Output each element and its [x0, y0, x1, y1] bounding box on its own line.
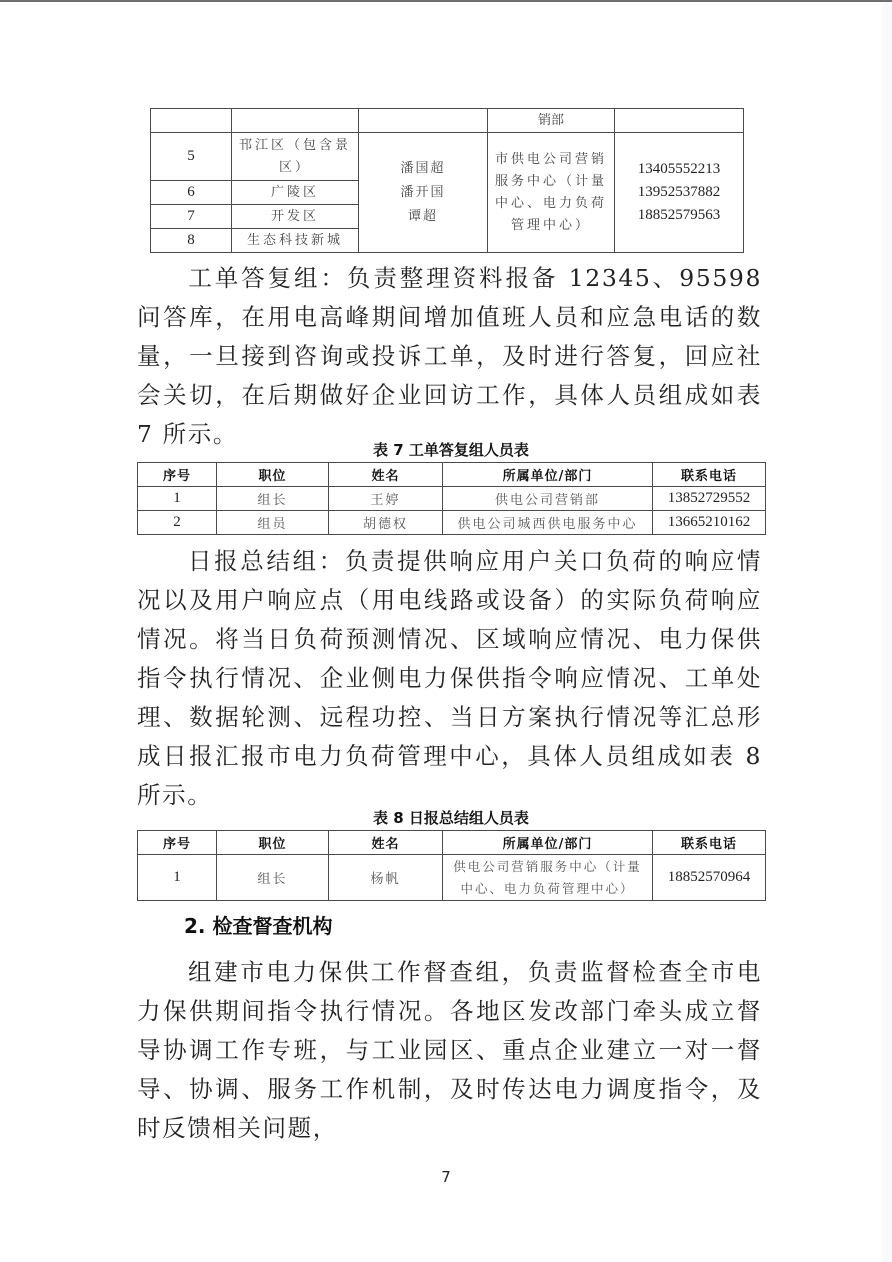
section-heading: 2. 检查督查机构	[184, 914, 333, 938]
names-cell	[359, 133, 488, 253]
person-name: 谭超	[407, 208, 438, 224]
row-number: 1	[138, 855, 217, 901]
phone-cell: 18852570964	[653, 855, 766, 901]
header-no: 序号	[138, 831, 217, 855]
table-row	[138, 487, 766, 511]
phone-number: 13405552213	[637, 161, 721, 177]
table7-work-order-staff	[137, 462, 766, 535]
row-number: 8	[151, 229, 232, 253]
page-top-edge	[0, 0, 892, 2]
position-cell: 组员	[217, 511, 329, 535]
table7-caption: 表 7 工单答复组人员表	[373, 441, 529, 459]
header-name: 姓名	[329, 831, 443, 855]
paragraph-text: 组建市电力保供工作督查组，负责监督检查全市电力保供期间指令执行情况。各地区发改部门牵头成立督导协调工作专班，与工业园区、重点企业建立一对一督导、协调、服务工作机制，及时传达电力调度指令，及时反馈相关问题，	[137, 958, 762, 1142]
header-phone: 联系电话	[653, 831, 766, 855]
table-row	[151, 109, 744, 133]
position-cell: 组长	[217, 855, 329, 901]
name-cell: 杨帆	[329, 855, 443, 901]
header-position: 职位	[217, 831, 329, 855]
unit-cell: 供电公司城西供电服务中心	[443, 511, 653, 535]
person-name: 潘国超	[400, 160, 446, 176]
unit-cell: 市供电公司营销服务中心（计量中心、电力负荷管理中心）	[488, 133, 615, 253]
header-phone: 联系电话	[653, 463, 766, 487]
person-name: 潘开国	[400, 184, 446, 200]
phone-cell: 13852729552	[653, 487, 766, 511]
header-position: 职位	[217, 463, 329, 487]
header-no: 序号	[138, 463, 217, 487]
table-header-row	[138, 463, 766, 487]
phone-number: 18852579563	[637, 207, 721, 223]
continued-contact-table	[150, 108, 744, 253]
row-number: 5	[151, 133, 232, 181]
table8-daily-report-staff	[137, 830, 766, 901]
row-number: 1	[138, 487, 217, 511]
unit-cell: 供电公司营销部	[443, 487, 653, 511]
phone-cell: 13665210162	[653, 511, 766, 535]
row-number: 6	[151, 181, 232, 205]
table-header-row	[138, 831, 766, 855]
name-cell: 王婷	[329, 487, 443, 511]
row-number: 7	[151, 205, 232, 229]
unit-cell: 供电公司营销服务中心（计量中心、电力负荷管理中心）	[443, 855, 653, 901]
paragraph-text: 日报总结组：负责提供响应用户关口负荷的响应情况以及用户响应点（用电线路或设备）的实际负荷响应情况。将当日负荷预测情况、区域响应情况、电力保供指令执行情况、企业侧电力保供指令响应情况、工单处理、数据轮测、远程功控、当日方案执行情况等汇总形成日报汇报市电力负荷管理中心，具体人员组成如表 8 所示。	[137, 547, 762, 809]
table-row	[138, 855, 766, 901]
table-cell	[359, 109, 488, 133]
table-cell	[151, 109, 232, 133]
phones-cell	[615, 133, 744, 253]
table-cell	[232, 109, 359, 133]
paragraph-text: 工单答复组：负责整理资料报备 12345、95598 问答库，在用电高峰期间增加值班人员和应急电话的数量，一旦接到咨询或投诉工单，及时进行答复，回应社会关切，在后期做好企业回访工作，具体人员组成如表 7 所示。	[137, 264, 762, 448]
name-cell: 胡德权	[329, 511, 443, 535]
header-unit: 所属单位/部门	[443, 463, 653, 487]
paragraph-inspection-group	[137, 953, 762, 1148]
paragraph-daily-report-group	[137, 542, 762, 815]
table-row	[138, 511, 766, 535]
area-cell: 广陵区	[232, 181, 359, 205]
table8-caption: 表 8 日报总结组人员表	[373, 809, 529, 827]
paragraph-work-order-group	[137, 259, 762, 454]
table-cell	[615, 109, 744, 133]
row-number: 2	[138, 511, 217, 535]
table-cell: 销部	[488, 109, 615, 133]
phone-number: 13952537882	[637, 184, 721, 200]
page-right-edge	[882, 2, 892, 1262]
header-name: 姓名	[329, 463, 443, 487]
page-number: 7	[441, 1168, 451, 1186]
area-cell: 开发区	[232, 205, 359, 229]
area-cell: 邗江区（包含景区）	[232, 133, 359, 181]
header-unit: 所属单位/部门	[443, 831, 653, 855]
area-cell: 生态科技新城	[232, 229, 359, 253]
table-row	[151, 133, 744, 181]
position-cell: 组长	[217, 487, 329, 511]
